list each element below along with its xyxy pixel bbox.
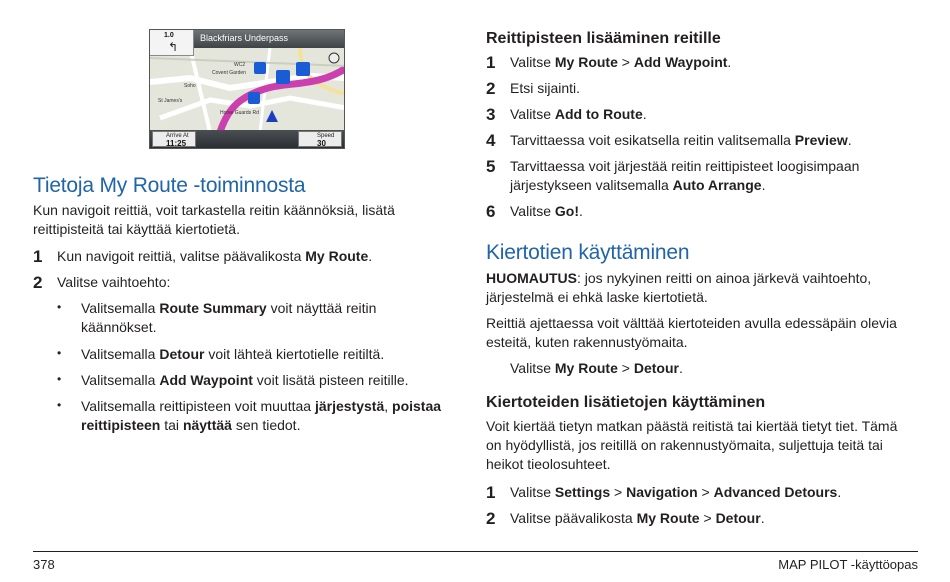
step-text: Valitse Add to Route. [510,106,647,122]
bullet-icon: • [57,372,62,386]
current-street: Blackfriars Underpass [200,33,289,43]
detour-instruction: Valitse My Route > Detour. [510,360,683,376]
bullet-text: Valitsemalla reittipisteen voit muuttaa järjestystä, poistaa [81,398,442,414]
paragraph-line: Reittiä ajettaessa voit välttää kiertoteiden avulla edessäpäin olevia [486,315,897,331]
bullet-icon: • [57,346,62,360]
intro-line-1: Kun navigoit reittiä, voit tarkastella reitin käännöksiä, lisätä [33,202,395,218]
step-text: Etsi sijainti. [510,80,581,96]
note-line-2: järjestelmä ei ehkä laske kiertotietä. [486,289,708,305]
bullet-icon: • [57,300,62,314]
step-text: Valitse päävalikosta My Route > Detour. [510,510,765,526]
map-roads [150,48,345,132]
step-number: 1 [33,247,43,266]
step-text: Valitse Settings > Navigation > Advanced Detours. [510,484,842,500]
footer-divider [33,551,918,552]
subheading-advanced-detours: Kiertoteiden lisätietojen käyttäminen [486,394,766,411]
note-line-1: HUOMAUTUS: jos nykyinen reitti on ainoa järkevä vaihtoehto, [486,270,872,286]
step-number: 6 [486,202,496,221]
step-text: Valitse Go!. [510,203,583,219]
paragraph-line: Voit kiertää tietyn matkan päästä reitistä tai kiertää tietyt tiet. Tämä [486,418,898,434]
step-number: 1 [486,483,496,502]
navigation-map-screenshot [149,29,345,149]
page-number: 378 [33,557,55,572]
arrive-time-box[interactable] [152,131,196,147]
step-text: Valitse My Route > Add Waypoint. [510,54,732,70]
bullet-icon: • [57,398,62,412]
speed-box[interactable] [298,131,342,147]
bullet-text: Valitsemalla Route Summary voit näyttää reitin [81,300,377,316]
step-number: 1 [486,53,496,72]
arrive-label: Arrive At [166,133,189,139]
map-place-label: St James's [158,98,183,104]
intro-line-2: reittipisteitä tai käyttää kiertotietä. [33,221,240,237]
turn-arrow-icon: ↰ [168,40,179,54]
guide-title: MAP PILOT -käyttöopas [778,557,918,572]
bullet-text-cont: käännökset. [81,319,157,335]
bullet-text-cont: reittipisteen tai näyttää sen tiedot. [81,417,301,433]
step-number: 2 [486,509,496,528]
bullet-text: Valitsemalla Detour voit lähteä kiertotielle reitiltä. [81,346,385,362]
paragraph-line: esteitä, kuten rakennustyömaita. [486,334,688,350]
speed-label: Speed [317,133,335,139]
map-place-label: Horse Guards Rd [220,110,259,116]
arrive-time: 11:25 [166,139,187,148]
step-number: 5 [486,157,496,176]
step-number: 2 [486,79,496,98]
step-text: Valitse vaihtoehto: [57,274,171,290]
map-place-label: Covent Garden [212,70,246,76]
section-heading-detour: Kiertotien käyttäminen [486,241,690,264]
map-place-label: WC2 [234,62,246,68]
map-place-label: Soho [184,83,196,89]
step-text: Kun navigoit reittiä, valitse päävalikosta My Route. [57,248,373,264]
section-heading-my-route: Tietoja My Route -toiminnosta [33,174,306,197]
step-number: 4 [486,131,496,150]
bullet-text: Valitsemalla Add Waypoint voit lisätä pisteen reitille. [81,372,409,388]
step-number: 2 [33,273,43,292]
speed-value: 30 [317,139,326,148]
paragraph-line: heikot tieolosuhteet. [486,456,611,472]
step-text-cont: järjestykseen valitsemalla Auto Arrange. [510,177,766,193]
next-turn-box[interactable] [150,30,194,56]
step-text: Tarvittaessa voit esikatsella reitin valitsemalla Preview. [510,132,852,148]
step-number: 3 [486,105,496,124]
subheading-add-waypoint: Reittipisteen lisääminen reitille [486,30,721,47]
step-text: Tarvittaessa voit järjestää reitin reittipisteet loogisimpaan [510,158,860,174]
turn-distance: 1.0 [164,32,174,39]
paragraph-line: on hyödyllistä, jos reitillä on rakennustyömaita, suljettuja teitä tai [486,437,883,453]
